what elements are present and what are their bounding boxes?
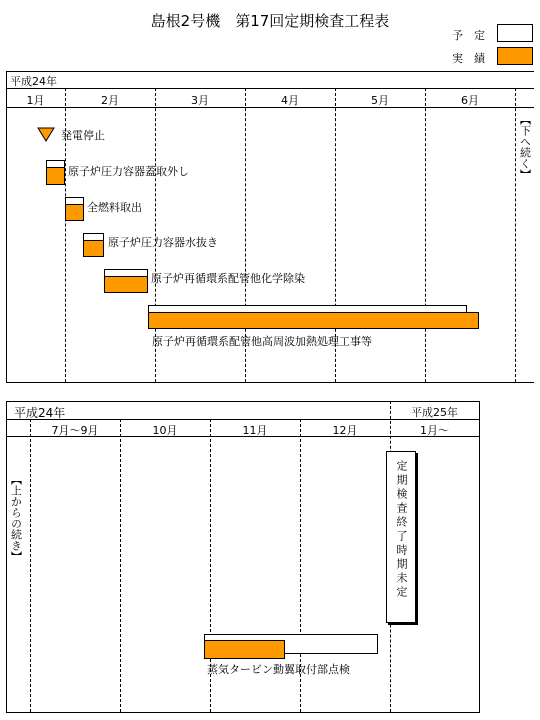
- chart1-left-border: [6, 71, 7, 383]
- chart1-grid-line: [425, 88, 426, 382]
- task-label: 原子炉圧力容器水抜き: [108, 236, 218, 249]
- chart2-month-label: 1月～: [420, 424, 449, 437]
- chart2-grid-line: [120, 419, 121, 712]
- continued-below-note: [517, 114, 533, 180]
- task-actual-bar: [65, 204, 84, 221]
- chart2-month-label: 7月～9月: [51, 424, 99, 437]
- task-label: 全燃料取出: [87, 201, 142, 214]
- chart1-month-label: 3月: [191, 94, 209, 107]
- chart1-top-border: [6, 71, 534, 72]
- chart1-grid-line: [515, 88, 516, 382]
- chart2-era-label: 平成24年: [14, 406, 66, 420]
- task-actual-bar: [204, 640, 285, 659]
- chart1-era-label: 平成24年: [10, 75, 57, 88]
- task-actual-bar: [83, 240, 104, 257]
- task-actual-bar: [46, 167, 65, 185]
- inspection-end-note-box: [386, 451, 416, 623]
- continued-from-above-text: 【上からの続き】: [9, 474, 23, 562]
- chart2-right-border: [479, 401, 480, 713]
- chart2-month-label: 10月: [152, 424, 178, 437]
- task-actual-bar: [148, 312, 479, 329]
- chart2-grid-line: [30, 419, 31, 712]
- chart2-era-divider: [6, 419, 480, 420]
- continued-from-above-note: [7, 474, 25, 562]
- chart2-top-border: [6, 401, 480, 402]
- chart1-bottom-border: [6, 382, 534, 383]
- task-label: 原子炉再循環系配管他高周波加熱処理工事等: [152, 335, 372, 348]
- chart1-month-label: 6月: [461, 94, 479, 107]
- page-title: 島根2号機 第17回定期検査工程表: [150, 12, 390, 30]
- task-label: 発電停止: [61, 129, 105, 142]
- chart1-month-label: 5月: [371, 94, 389, 107]
- legend-actual-label: 実 績: [452, 52, 485, 65]
- chart2-era2-label: 平成25年: [411, 406, 458, 419]
- legend-plan-label: 予 定: [452, 29, 485, 42]
- chart1-era-divider: [6, 88, 534, 89]
- task-label: 原子炉圧力容器蓋取外し: [68, 165, 189, 178]
- continued-below-text: 【下へ続く】: [518, 114, 532, 180]
- chart1-month-label: 1月: [26, 94, 45, 107]
- chart2-bottom-border: [6, 712, 480, 713]
- legend-plan-swatch: [497, 24, 533, 42]
- milestone-triangle-icon: [37, 127, 55, 142]
- legend-actual-swatch: [497, 47, 533, 65]
- task-label: 蒸気タービン動翼取付部点検: [207, 663, 350, 676]
- chart1-month-label: 2月: [101, 94, 119, 107]
- chart1-month-label: 4月: [281, 94, 299, 107]
- task-label: 原子炉再循環系配管他化学除染: [151, 272, 305, 285]
- inspection-end-note-text: 定期検査終了時期未定: [395, 460, 408, 600]
- chart2-month-label: 12月: [332, 424, 358, 437]
- task-actual-bar: [104, 276, 148, 293]
- chart2-month-label: 11月: [242, 424, 268, 437]
